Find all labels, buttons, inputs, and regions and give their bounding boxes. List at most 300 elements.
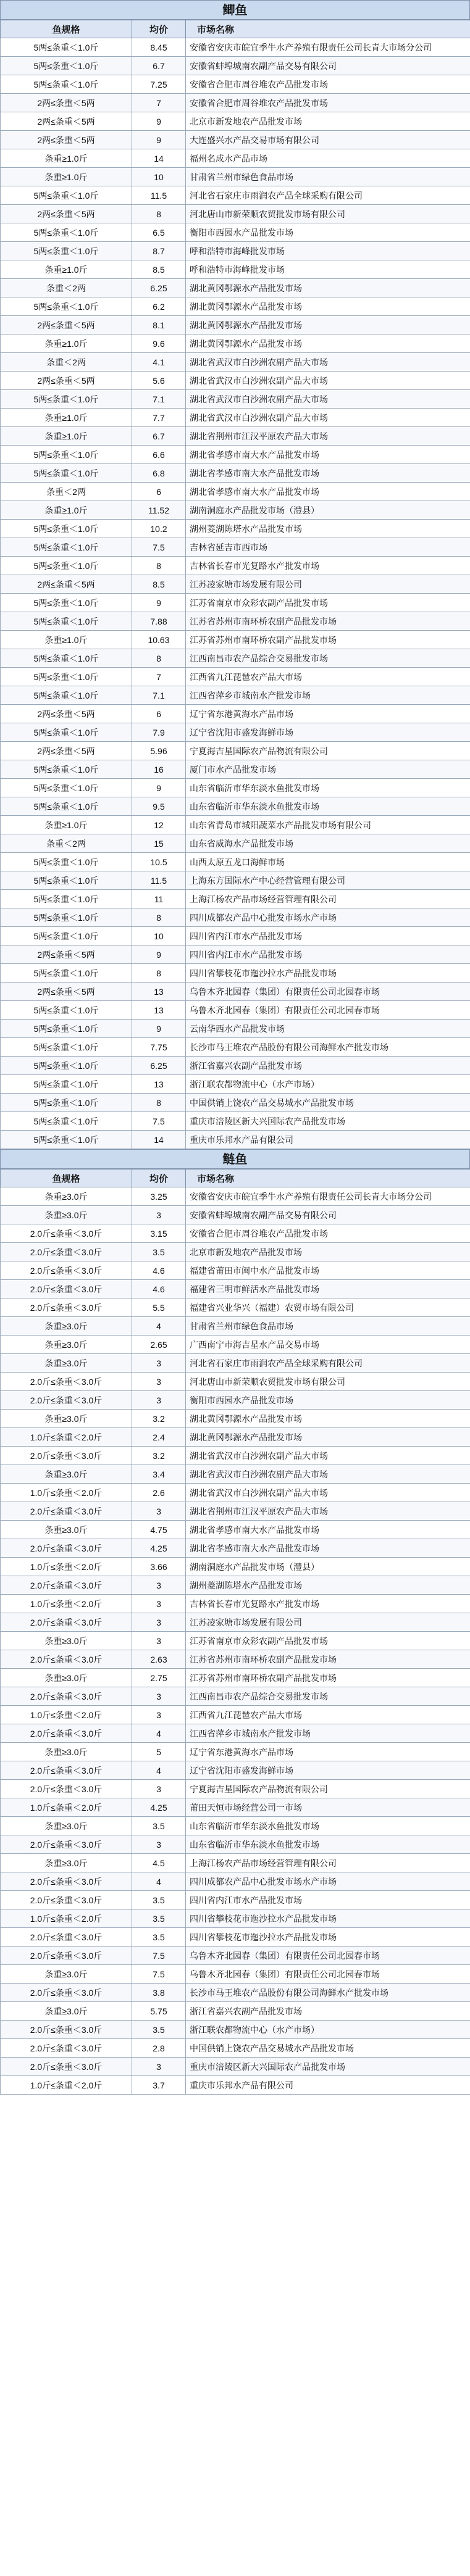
- cell-market: 四川省攀枝花市迤沙拉水产品批发市场: [186, 1909, 470, 1928]
- cell-spec: 1.0斤≤条重＜2.0斤: [1, 1798, 132, 1817]
- cell-spec: 5两≤条重＜1.0斤: [1, 871, 132, 890]
- cell-price: 3: [132, 1780, 186, 1798]
- table-row: [1, 409, 470, 427]
- table-row: [1, 1817, 470, 1835]
- cell-spec: 2.0斤≤条重＜3.0斤: [1, 1243, 132, 1261]
- cell-price: 8: [132, 908, 186, 927]
- cell-spec: 2.0斤≤条重＜3.0斤: [1, 1780, 132, 1798]
- cell-spec: 2两≤条重＜5两: [1, 575, 132, 594]
- cell-price: 9.5: [132, 797, 186, 816]
- cell-spec: 5两≤条重＜1.0斤: [1, 223, 132, 242]
- cell-price: 14: [132, 149, 186, 168]
- cell-price: 3: [132, 1687, 186, 1706]
- cell-spec: 5两≤条重＜1.0斤: [1, 1112, 132, 1131]
- cell-market: 河北省石家庄市雨润农产品全球采购有限公司: [186, 186, 470, 205]
- table-row: [1, 372, 470, 390]
- cell-price: 3.25: [132, 1187, 186, 1206]
- cell-spec: 2.0斤≤条重＜3.0斤: [1, 1761, 132, 1780]
- table-row: [1, 594, 470, 612]
- cell-market: 福建省莆田市闽中水产品批发市场: [186, 1261, 470, 1280]
- cell-market: 湖北省荆州市江汉平原农产品大市场: [186, 1502, 470, 1521]
- cell-market: 吉林省长春市光复路水产批发市场: [186, 1595, 470, 1613]
- cell-spec: 2两≤条重＜5两: [1, 205, 132, 223]
- cell-market: 厦门市水产品批发市场: [186, 760, 470, 779]
- table-row: [1, 1632, 470, 1650]
- cell-market: 衡阳市西园水产品批发市场: [186, 1391, 470, 1410]
- cell-price: 3.5: [132, 1891, 186, 1909]
- cell-price: 10.2: [132, 520, 186, 538]
- cell-price: 2.75: [132, 1669, 186, 1687]
- cell-price: 8: [132, 557, 186, 575]
- table-row: [1, 2076, 470, 2095]
- table-row: [1, 1706, 470, 1724]
- cell-price: 4.5: [132, 1854, 186, 1872]
- cell-market: 衡阳市西园水产品批发市场: [186, 223, 470, 242]
- cell-price: 11.5: [132, 871, 186, 890]
- cell-market: 山东省临沂市华东淡水鱼批发市场: [186, 797, 470, 816]
- cell-price: 7.7: [132, 409, 186, 427]
- table-row: [1, 816, 470, 834]
- cell-spec: 条重≥3.0斤: [1, 1317, 132, 1336]
- cell-price: 2.8: [132, 2039, 186, 2058]
- table-row: [1, 334, 470, 353]
- cell-market: 湖北黄冈鄂源水产品批发市场: [186, 334, 470, 353]
- cell-market: 江苏省苏州市南环桥农副产品批发市场: [186, 1669, 470, 1687]
- cell-market: 山西太原五龙口海鲜市场: [186, 853, 470, 871]
- cell-spec: 2.0斤≤条重＜3.0斤: [1, 1687, 132, 1706]
- cell-market: 江苏凌家塘市场发展有限公司: [186, 1613, 470, 1632]
- table-row: [1, 742, 470, 760]
- cell-market: 山东省临沂市华东淡水鱼批发市场: [186, 1835, 470, 1854]
- cell-price: 5: [132, 1743, 186, 1761]
- cell-market: 湖北省孝感市南大水产品批发市场: [186, 1539, 470, 1558]
- cell-price: 6.5: [132, 223, 186, 242]
- table-row: [1, 1558, 470, 1576]
- cell-market: 浙江联农都物流中心（水产市场）: [186, 2021, 470, 2039]
- cell-market: 湖州菱湖陈塔水产品批发市场: [186, 520, 470, 538]
- cell-price: 8: [132, 649, 186, 668]
- cell-price: 5.75: [132, 2002, 186, 2021]
- cell-price: 7.9: [132, 723, 186, 742]
- cell-market: 江西南昌市农产品综合交易批发市场: [186, 649, 470, 668]
- cell-price: 8.5: [132, 260, 186, 279]
- cell-market: 长沙市马王堆农产品股份有限公司海鲜水产批发市场: [186, 1984, 470, 2002]
- cell-price: 3: [132, 1576, 186, 1595]
- cell-market: 浙江省嘉兴农副产品批发市场: [186, 1057, 470, 1075]
- cell-spec: 5两≤条重＜1.0斤: [1, 446, 132, 464]
- cell-price: 8.5: [132, 575, 186, 594]
- cell-price: 3.15: [132, 1224, 186, 1243]
- cell-spec: 2两≤条重＜5两: [1, 742, 132, 760]
- cell-market: 四川省攀枝花市迤沙拉水产品批发市场: [186, 1928, 470, 1947]
- cell-spec: 2两≤条重＜5两: [1, 112, 132, 131]
- cell-spec: 5两≤条重＜1.0斤: [1, 890, 132, 908]
- cell-price: 4.25: [132, 1539, 186, 1558]
- table-row: [1, 686, 470, 705]
- cell-spec: 条重≥3.0斤: [1, 1854, 132, 1872]
- cell-price: 11.5: [132, 186, 186, 205]
- table-row: [1, 1502, 470, 1521]
- cell-spec: 5两≤条重＜1.0斤: [1, 1094, 132, 1112]
- cell-price: 6.7: [132, 57, 186, 75]
- cell-price: 11: [132, 890, 186, 908]
- table-row: [1, 1261, 470, 1280]
- cell-price: 2.6: [132, 1484, 186, 1502]
- cell-price: 7.25: [132, 75, 186, 94]
- cell-price: 3.5: [132, 1928, 186, 1947]
- cell-spec: 5两≤条重＜1.0斤: [1, 723, 132, 742]
- cell-price: 9: [132, 1020, 186, 1038]
- cell-price: 7.5: [132, 1112, 186, 1131]
- cell-spec: 2.0斤≤条重＜3.0斤: [1, 1224, 132, 1243]
- cell-market: 湖北省武汉市白沙洲农副产品大市场: [186, 1484, 470, 1502]
- cell-spec: 5两≤条重＜1.0斤: [1, 779, 132, 797]
- cell-spec: 2.0斤≤条重＜3.0斤: [1, 2058, 132, 2076]
- cell-market: 安徽省安庆市皖宜季牛水产养殖有限责任公司长青大市场分公司: [186, 38, 470, 57]
- cell-spec: 5两≤条重＜1.0斤: [1, 927, 132, 945]
- cell-spec: 5两≤条重＜1.0斤: [1, 594, 132, 612]
- cell-market: 湖北省武汉市白沙洲农副产品大市场: [186, 1447, 470, 1465]
- table-row: [1, 705, 470, 723]
- table-row: [1, 779, 470, 797]
- header-market: 市场名称: [186, 1170, 470, 1187]
- cell-market: 江苏省苏州市南环桥农副产品批发市场: [186, 1650, 470, 1669]
- table-row: [1, 908, 470, 927]
- cell-market: 湖北省武汉市白沙洲农副产品大市场: [186, 390, 470, 409]
- table-row: [1, 557, 470, 575]
- cell-market: 江西南昌市农产品综合交易批发市场: [186, 1687, 470, 1706]
- table-row: [1, 390, 470, 409]
- cell-price: 5.96: [132, 742, 186, 760]
- cell-price: 4.6: [132, 1261, 186, 1280]
- cell-spec: 2.0斤≤条重＜3.0斤: [1, 1872, 132, 1891]
- cell-price: 6.25: [132, 279, 186, 297]
- cell-spec: 条重≥1.0斤: [1, 501, 132, 520]
- section-title: 鲢鱼: [0, 1149, 470, 1169]
- table-row: [1, 1391, 470, 1410]
- cell-price: 10.63: [132, 631, 186, 649]
- cell-price: 3: [132, 1206, 186, 1224]
- cell-spec: 条重≥1.0斤: [1, 816, 132, 834]
- cell-spec: 2.0斤≤条重＜3.0斤: [1, 1502, 132, 1521]
- cell-price: 7: [132, 668, 186, 686]
- table-row: [1, 631, 470, 649]
- cell-market: 乌鲁木齐北园春（集团）有限责任公司北园春市场: [186, 1947, 470, 1965]
- cell-market: 四川成都农产品中心批发市场水产市场: [186, 1872, 470, 1891]
- cell-market: 乌鲁木齐北园春（集团）有限责任公司北园春市场: [186, 1965, 470, 1984]
- cell-spec: 2.0斤≤条重＜3.0斤: [1, 1984, 132, 2002]
- cell-market: 湖北省孝感市南大水产品批发市场: [186, 1521, 470, 1539]
- cell-price: 6.2: [132, 297, 186, 316]
- cell-spec: 2.0斤≤条重＜3.0斤: [1, 1447, 132, 1465]
- table-row: [1, 316, 470, 334]
- table-row: [1, 1891, 470, 1909]
- cell-market: 河北唐山市新荣顺农贸批发市场有限公司: [186, 1373, 470, 1391]
- cell-spec: 条重≥3.0斤: [1, 1743, 132, 1761]
- cell-spec: 5两≤条重＜1.0斤: [1, 38, 132, 57]
- cell-price: 7.1: [132, 390, 186, 409]
- table-row: [1, 1854, 470, 1872]
- cell-spec: 条重≥1.0斤: [1, 631, 132, 649]
- section-title: 鲫鱼: [0, 0, 470, 20]
- cell-price: 4: [132, 1872, 186, 1891]
- table-row: [1, 1243, 470, 1261]
- cell-spec: 5两≤条重＜1.0斤: [1, 242, 132, 260]
- cell-price: 3.2: [132, 1447, 186, 1465]
- table-row: [1, 1336, 470, 1354]
- header-price: 均价: [132, 20, 186, 38]
- cell-spec: 2.0斤≤条重＜3.0斤: [1, 1391, 132, 1410]
- cell-market: 安徽省安庆市皖宜季牛水产养殖有限责任公司长青大市场分公司: [186, 1187, 470, 1206]
- table-row: [1, 1373, 470, 1391]
- cell-spec: 5两≤条重＜1.0斤: [1, 964, 132, 983]
- cell-price: 7.5: [132, 538, 186, 557]
- table-row: [1, 1928, 470, 1947]
- cell-spec: 条重≥1.0斤: [1, 409, 132, 427]
- table-row: [1, 853, 470, 871]
- cell-spec: 5两≤条重＜1.0斤: [1, 186, 132, 205]
- cell-price: 3: [132, 1502, 186, 1521]
- cell-price: 8: [132, 964, 186, 983]
- cell-spec: 1.0斤≤条重＜2.0斤: [1, 1558, 132, 1576]
- cell-market: 上海东方国际水产中心经营管理有限公司: [186, 871, 470, 890]
- cell-spec: 5两≤条重＜1.0斤: [1, 57, 132, 75]
- cell-price: 2.4: [132, 1428, 186, 1447]
- table-row: [1, 279, 470, 297]
- table-row: [1, 1298, 470, 1317]
- cell-price: 6.25: [132, 1057, 186, 1075]
- cell-price: 3.2: [132, 1410, 186, 1428]
- table-row: [1, 1094, 470, 1112]
- cell-market: 湖北省武汉市白沙洲农副产品大市场: [186, 372, 470, 390]
- cell-price: 6.7: [132, 427, 186, 446]
- cell-market: 重庆市涪陵区新大兴国际农产品批发市场: [186, 2058, 470, 2076]
- header-spec: 鱼规格: [1, 1170, 132, 1187]
- table-row: [1, 1984, 470, 2002]
- table-row: [1, 1465, 470, 1484]
- cell-spec: 5两≤条重＜1.0斤: [1, 464, 132, 483]
- cell-market: 辽宁省东港黄海水产品市场: [186, 1743, 470, 1761]
- cell-price: 8.1: [132, 316, 186, 334]
- cell-price: 10: [132, 168, 186, 186]
- cell-price: 5.6: [132, 372, 186, 390]
- table-row: [1, 483, 470, 501]
- cell-market: 吉林省延吉市西市场: [186, 538, 470, 557]
- cell-price: 8.7: [132, 242, 186, 260]
- cell-spec: 2两≤条重＜5两: [1, 316, 132, 334]
- table-row: [1, 1131, 470, 1149]
- table-row: [1, 1965, 470, 1984]
- table-row: [1, 1780, 470, 1798]
- cell-price: 9: [132, 594, 186, 612]
- cell-price: 3: [132, 1613, 186, 1632]
- cell-price: 9: [132, 945, 186, 964]
- table-row: [1, 1428, 470, 1447]
- cell-market: 湖北黄冈鄂源水产品批发市场: [186, 1428, 470, 1447]
- cell-market: 湖北省孝感市南大水产品批发市场: [186, 446, 470, 464]
- cell-market: 江苏凌家塘市场发展有限公司: [186, 575, 470, 594]
- cell-price: 12: [132, 816, 186, 834]
- cell-price: 3.8: [132, 1984, 186, 2002]
- cell-market: 湖北省武汉市白沙洲农副产品大市场: [186, 409, 470, 427]
- cell-price: 3.4: [132, 1465, 186, 1484]
- cell-market: 湖北省孝感市南大水产品批发市场: [186, 483, 470, 501]
- cell-price: 13: [132, 983, 186, 1001]
- cell-market: 广西南宁市海吉星水产品交易市场: [186, 1336, 470, 1354]
- table-row: [1, 1743, 470, 1761]
- cell-spec: 2两≤条重＜5两: [1, 372, 132, 390]
- table-row: [1, 297, 470, 316]
- cell-spec: 2.0斤≤条重＜3.0斤: [1, 1928, 132, 1947]
- header-market: 市场名称: [186, 20, 470, 38]
- cell-spec: 2两≤条重＜5两: [1, 705, 132, 723]
- table-header-row: [1, 20, 470, 38]
- table-row: [1, 75, 470, 94]
- cell-price: 4.6: [132, 1280, 186, 1298]
- cell-spec: 条重≥3.0斤: [1, 1206, 132, 1224]
- cell-market: 河北省石家庄市雨润农产品全球采购有限公司: [186, 1354, 470, 1373]
- cell-price: 7.1: [132, 686, 186, 705]
- table-header-row: [1, 1170, 470, 1187]
- table-row: [1, 1224, 470, 1243]
- cell-spec: 2.0斤≤条重＜3.0斤: [1, 1298, 132, 1317]
- cell-market: 安徽省蚌埠城南农副产品交易有限公司: [186, 57, 470, 75]
- table-row: [1, 2021, 470, 2039]
- table-row: [1, 575, 470, 594]
- cell-price: 3.7: [132, 2076, 186, 2095]
- cell-spec: 2两≤条重＜5两: [1, 94, 132, 112]
- cell-spec: 条重≥3.0斤: [1, 1410, 132, 1428]
- table-row: [1, 760, 470, 779]
- cell-market: 江苏省苏州市南环桥农副产品批发市场: [186, 631, 470, 649]
- table-row: [1, 983, 470, 1001]
- cell-spec: 5两≤条重＜1.0斤: [1, 668, 132, 686]
- cell-spec: 2.0斤≤条重＜3.0斤: [1, 2021, 132, 2039]
- cell-spec: 条重＜2两: [1, 353, 132, 372]
- table-row: [1, 834, 470, 853]
- table-row: [1, 1484, 470, 1502]
- cell-price: 6.6: [132, 446, 186, 464]
- cell-price: 9: [132, 779, 186, 797]
- cell-market: 江苏省南京市众彩农副产品批发市场: [186, 594, 470, 612]
- cell-market: 四川成都农产品中心批发市场水产市场: [186, 908, 470, 927]
- table-row: [1, 1354, 470, 1373]
- cell-price: 8.45: [132, 38, 186, 57]
- cell-price: 2.63: [132, 1650, 186, 1669]
- table-row: [1, 1613, 470, 1632]
- cell-market: 福州名成水产品市场: [186, 149, 470, 168]
- cell-market: 安徽省合肥市周谷堆农产品批发市场: [186, 1224, 470, 1243]
- cell-price: 4.25: [132, 1798, 186, 1817]
- cell-market: 四川省内江市水产品批发市场: [186, 1891, 470, 1909]
- cell-spec: 5两≤条重＜1.0斤: [1, 75, 132, 94]
- cell-market: 浙江省嘉兴农副产品批发市场: [186, 2002, 470, 2021]
- cell-spec: 条重≥3.0斤: [1, 1354, 132, 1373]
- cell-spec: 2.0斤≤条重＜3.0斤: [1, 1891, 132, 1909]
- cell-market: 上海江杨农产品市场经营管理有限公司: [186, 1854, 470, 1872]
- cell-spec: 5两≤条重＜1.0斤: [1, 797, 132, 816]
- cell-spec: 5两≤条重＜1.0斤: [1, 1001, 132, 1020]
- table-row: [1, 112, 470, 131]
- cell-market: 湖南洞庭水产品批发市场（澧县）: [186, 501, 470, 520]
- table-row: [1, 538, 470, 557]
- cell-spec: 2两≤条重＜5两: [1, 131, 132, 149]
- table-row: [1, 1075, 470, 1094]
- cell-market: 湖北黄冈鄂源水产品批发市场: [186, 316, 470, 334]
- cell-spec: 1.0斤≤条重＜2.0斤: [1, 2076, 132, 2095]
- cell-market: 江西省九江琵琶农产品大市场: [186, 1706, 470, 1724]
- table-row: [1, 223, 470, 242]
- cell-market: 宁夏海吉星国际农产品物流有限公司: [186, 1780, 470, 1798]
- cell-market: 重庆市乐邦水产品有限公司: [186, 2076, 470, 2095]
- table-row: [1, 1909, 470, 1928]
- table-row: [1, 1724, 470, 1743]
- cell-price: 9: [132, 112, 186, 131]
- cell-spec: 5两≤条重＜1.0斤: [1, 853, 132, 871]
- cell-market: 宁夏海吉星国际农产品物流有限公司: [186, 742, 470, 760]
- cell-spec: 2.0斤≤条重＜3.0斤: [1, 1650, 132, 1669]
- cell-spec: 5两≤条重＜1.0斤: [1, 908, 132, 927]
- table-row: [1, 205, 470, 223]
- table-row: [1, 890, 470, 908]
- cell-price: 6: [132, 483, 186, 501]
- table-row: [1, 927, 470, 945]
- cell-spec: 2.0斤≤条重＜3.0斤: [1, 1613, 132, 1632]
- cell-spec: 1.0斤≤条重＜2.0斤: [1, 1909, 132, 1928]
- cell-price: 3: [132, 1391, 186, 1410]
- cell-market: 辽宁省沈阳市盛发海鲜市场: [186, 723, 470, 742]
- cell-price: 15: [132, 834, 186, 853]
- cell-price: 8: [132, 205, 186, 223]
- cell-market: 中国供销上饶农产品交易城水产品批发市场: [186, 2039, 470, 2058]
- cell-price: 4.75: [132, 1521, 186, 1539]
- cell-spec: 条重≥3.0斤: [1, 1632, 132, 1650]
- table-row: [1, 131, 470, 149]
- cell-price: 4.1: [132, 353, 186, 372]
- cell-price: 4: [132, 1761, 186, 1780]
- cell-price: 10: [132, 927, 186, 945]
- cell-price: 3.5: [132, 1817, 186, 1835]
- header-spec: 鱼规格: [1, 20, 132, 38]
- cell-price: 7.5: [132, 1965, 186, 1984]
- cell-price: 3: [132, 1373, 186, 1391]
- cell-price: 14: [132, 1131, 186, 1149]
- cell-market: 呼和浩特市海峰批发市场: [186, 242, 470, 260]
- cell-spec: 条重＜2两: [1, 279, 132, 297]
- table-row: [1, 1539, 470, 1558]
- cell-spec: 5两≤条重＜1.0斤: [1, 557, 132, 575]
- cell-spec: 5两≤条重＜1.0斤: [1, 297, 132, 316]
- table-row: [1, 520, 470, 538]
- cell-market: 大连盛兴水产品交易市场有限公司: [186, 131, 470, 149]
- cell-market: 重庆市乐邦水产品有限公司: [186, 1131, 470, 1149]
- table-row: [1, 1112, 470, 1131]
- table-row: [1, 797, 470, 816]
- cell-market: 中国供销上饶农产品交易城水产品批发市场: [186, 1094, 470, 1112]
- table-row: [1, 649, 470, 668]
- table-row: [1, 1206, 470, 1224]
- cell-market: 江西省九江琵琶农产品大市场: [186, 668, 470, 686]
- cell-spec: 2.0斤≤条重＜3.0斤: [1, 1947, 132, 1965]
- table-row: [1, 1521, 470, 1539]
- cell-market: 江西省萍乡市城南水产批发市场: [186, 686, 470, 705]
- table-row: [1, 353, 470, 372]
- cell-price: 3: [132, 1595, 186, 1613]
- table-row: [1, 1038, 470, 1057]
- cell-price: 3.66: [132, 1558, 186, 1576]
- cell-price: 3: [132, 2058, 186, 2076]
- cell-spec: 条重≥1.0斤: [1, 168, 132, 186]
